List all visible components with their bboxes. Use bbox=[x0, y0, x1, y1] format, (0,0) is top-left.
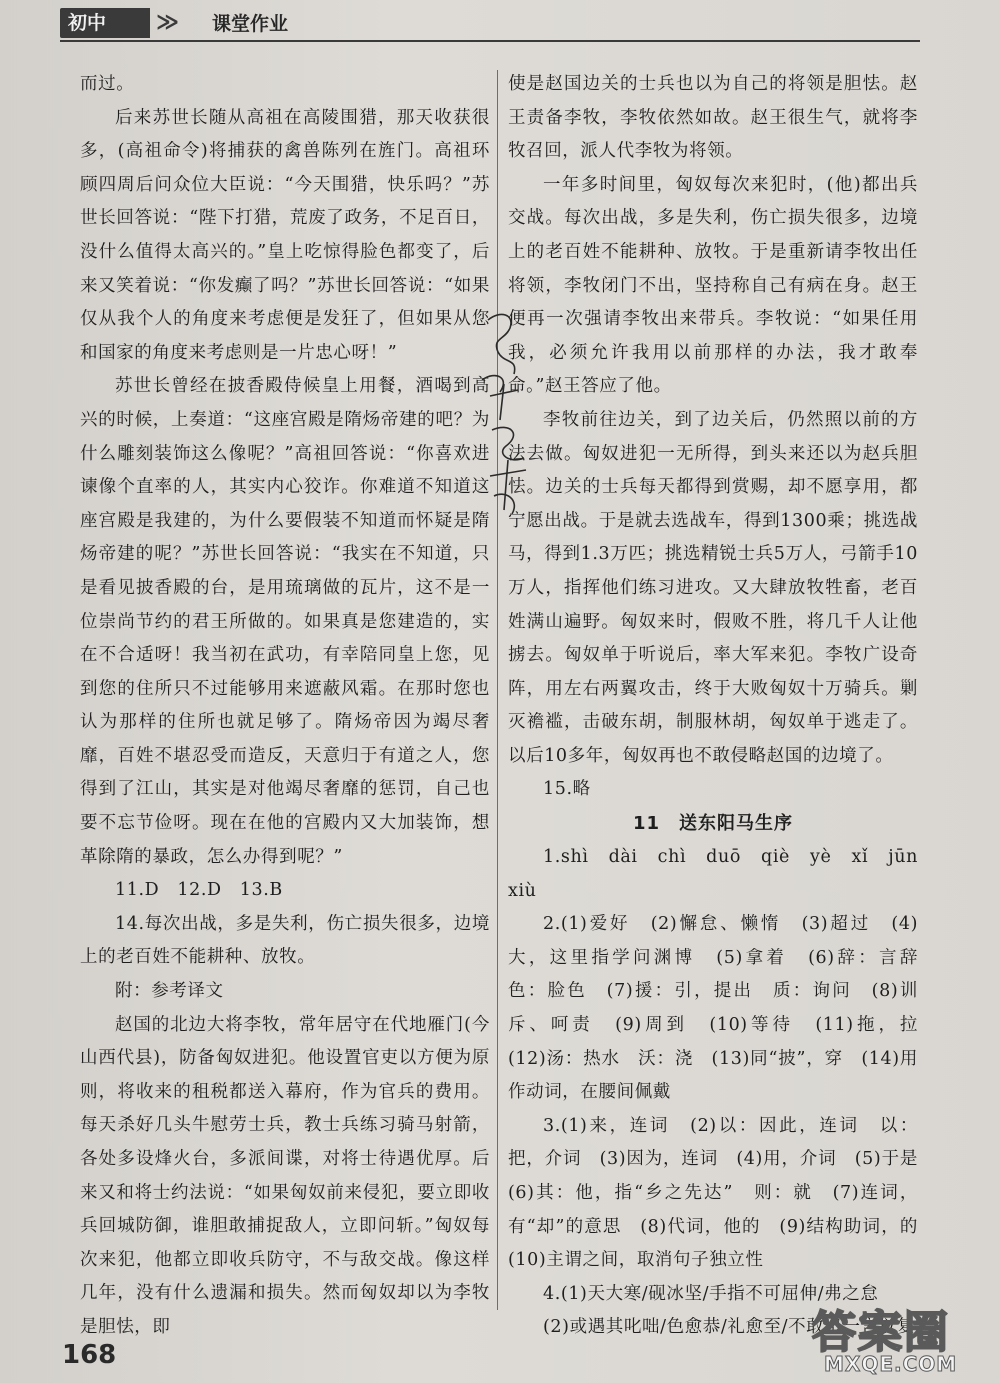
watermark-logo: 答案圈 bbox=[812, 1307, 950, 1358]
answer-4-2: (2)或遇其叱咄/色愈恭/礼愈至/不敢出一言以复 bbox=[543, 1317, 915, 1338]
watermark-url: MXQE.COM bbox=[824, 1352, 958, 1376]
right-paragraph-1: 使是赵国边关的士兵也以为自己的将领是胆怯。赵王责备李牧，李牧依然如故。赵王很生气，就将李牧召回，派人代李牧为将领。 bbox=[508, 74, 918, 162]
header-tab: 初中 bbox=[60, 8, 150, 38]
appendix-heading: 附：参考译文 bbox=[115, 981, 224, 1002]
left-paragraph-1: 而过。 bbox=[80, 74, 135, 94]
answer-11-13: 11.D 12.D 13.B bbox=[115, 880, 283, 901]
header-chevron-icon: ≫ bbox=[156, 10, 180, 35]
column-divider bbox=[497, 70, 498, 1310]
answer-14: 14.每次出战，多是失利，伤亡损失很多，边境上的老百姓不能耕种、放牧。 bbox=[80, 913, 490, 968]
answer-15: 15.略 bbox=[543, 779, 591, 800]
left-paragraph-translation: 赵国的北边大将李牧，常年居守在代地雁门(今山西代县)，防备匈奴进犯。他设置官吏以方便为原则，将收来的租税都送入幕府，作为官兵的费用。每天杀好几头牛慰劳士兵，教士兵练习骑马射箭，各处多设烽火台，多派间谍，对将士待遇优厚。后来又和将士约法说：“如果匈奴前来侵犯，要立即收兵回城防御，谁胆敢捕捉敌人，立即问斩。”匈奴每次来犯，他都立即收兵防守，不与敌交战。像这样几年，没有什么遗漏和损失。然而匈奴却以为李牧是胆怯，即 bbox=[80, 1014, 490, 1337]
header-rule bbox=[60, 40, 920, 42]
left-paragraph-2: 后来苏世长随从高祖在高陵围猎，那天收获很多，(高祖命令)将捕获的禽兽陈列在旌门。高祖环顾四周后问众位大臣说：“今天围猎，快乐吗？”苏世长回答说：“陛下打猎，荒废了政务，不足百日，没什么值得太高兴的。”皇上吃惊得脸色都变了，后来又笑着说：“你发癫了吗？”苏世长回答说：“如果仅从我个人的角度来考虑便是发狂了，但如果从您和国家的角度来考虑则是一片忠心呀！” bbox=[80, 107, 490, 363]
handwriting-scribble bbox=[470, 300, 550, 540]
answer-2: 2.(1)爱好 (2)懈怠、懒惰 (3)超过 (4)大，这里指学问渊博 (5)拿着 (6)辞：言辞 色：脸色 (7)援：引，提出 质：询问 (8)训斥、呵责 (9)周到 (10)等待 (11)拖，拉 (12)汤：热水 沃：浇 (13)同“披”，穿 (14)用作动词，在腰间佩戴 bbox=[508, 914, 937, 1103]
answer-1-pinyin: 1.shì dài chì duō qiè yè xǐ jūn xiù bbox=[508, 847, 937, 901]
left-column bbox=[80, 68, 490, 1345]
answer-3: 3.(1)来，连词 (2)以：因此，连词 以：把，介词 (3)因为，连词 (4)用，介词 (5)于是 (6)其：他，指“乡之先达” 则：就 (7)连词，有“却”的意思 (8)代词，他的 (9)结构助词，的 (10)主谓之间，取消句子独立性 bbox=[508, 1115, 937, 1271]
page-header bbox=[60, 8, 920, 42]
section-title: 11 送东阳马生序 bbox=[632, 813, 794, 835]
answer-4-1: 4.(1)天大寒/砚冰坚/手指不可屈伸/弗之怠 bbox=[543, 1283, 879, 1304]
page-number: 168 bbox=[62, 1340, 117, 1370]
right-paragraph-3: 李牧前往边关，到了边关后，仍然照以前的方法去做。匈奴进犯一无所得，到头来还以为赵兵胆怯。边关的士兵每天都得到赏赐，却不愿享用，都宁愿出战。于是就去选战车，得到1300乘；挑选战马，得到1.3万匹；挑选精锐士兵5万人，弓箭手10万人，指挥他们练习进攻。又大肆放牧牲畜，老百姓满山遍野。匈奴来时，假败不胜，将几千人让他掳去。匈奴单于听说后，率大军来犯。李牧广设奇阵，用左右两翼攻击，终于大败匈奴十万骑兵。剿灭襜褴，击破东胡，制服林胡，匈奴单于逃走了。以后10多年，匈奴再也不敢侵略赵国的边境了。 bbox=[508, 409, 918, 766]
right-paragraph-2: 一年多时间里，匈奴每次来犯时，(他)都出兵交战。每次出战，多是失利，伤亡损失很多，边境上的老百姓不能耕种、放牧。于是重新请李牧出任将领，李牧闭门不出，坚持称自己有病在身。赵王便再一次强请李牧出来带兵。李牧说：“如果任用我，必须允许我用以前那样的办法，我才敢奉命。”赵王答应了他。 bbox=[508, 174, 918, 397]
header-title: 课堂作业 bbox=[212, 13, 289, 35]
right-column bbox=[508, 68, 937, 1345]
left-paragraph-3: 苏世长曾经在披香殿侍候皇上用餐，酒喝到高兴的时候，上奏道：“这座宫殿是隋炀帝建的吧？为什么雕刻装饰这么像呢？”高祖回答说：“你喜欢进谏像个直率的人，其实内心狡诈。你难道不知道这座宫殿是我建的，为什么要假装不知道而怀疑是隋炀帝建的呢？”苏世长回答说：“我实在不知道，只是看见披香殿的台，是用琉璃做的瓦片，这不是一位崇尚节约的君王所做的。如果真是您建造的，实在不合适呀！我当初在武功，有幸陪同皇上您，见到您的住所只不过能够用来遮蔽风霜。在那时您也认为那样的住所也就足够了。隋炀帝因为竭尽奢靡，百姓不堪忍受而造反，天意归于有道之人，您得到了江山，其实是对他竭尽奢靡的惩罚，自己也要不忘节俭呀。现在在他的宫殿内又大加装饰，想革除隋的暴政，怎么办得到呢？” bbox=[80, 376, 490, 867]
